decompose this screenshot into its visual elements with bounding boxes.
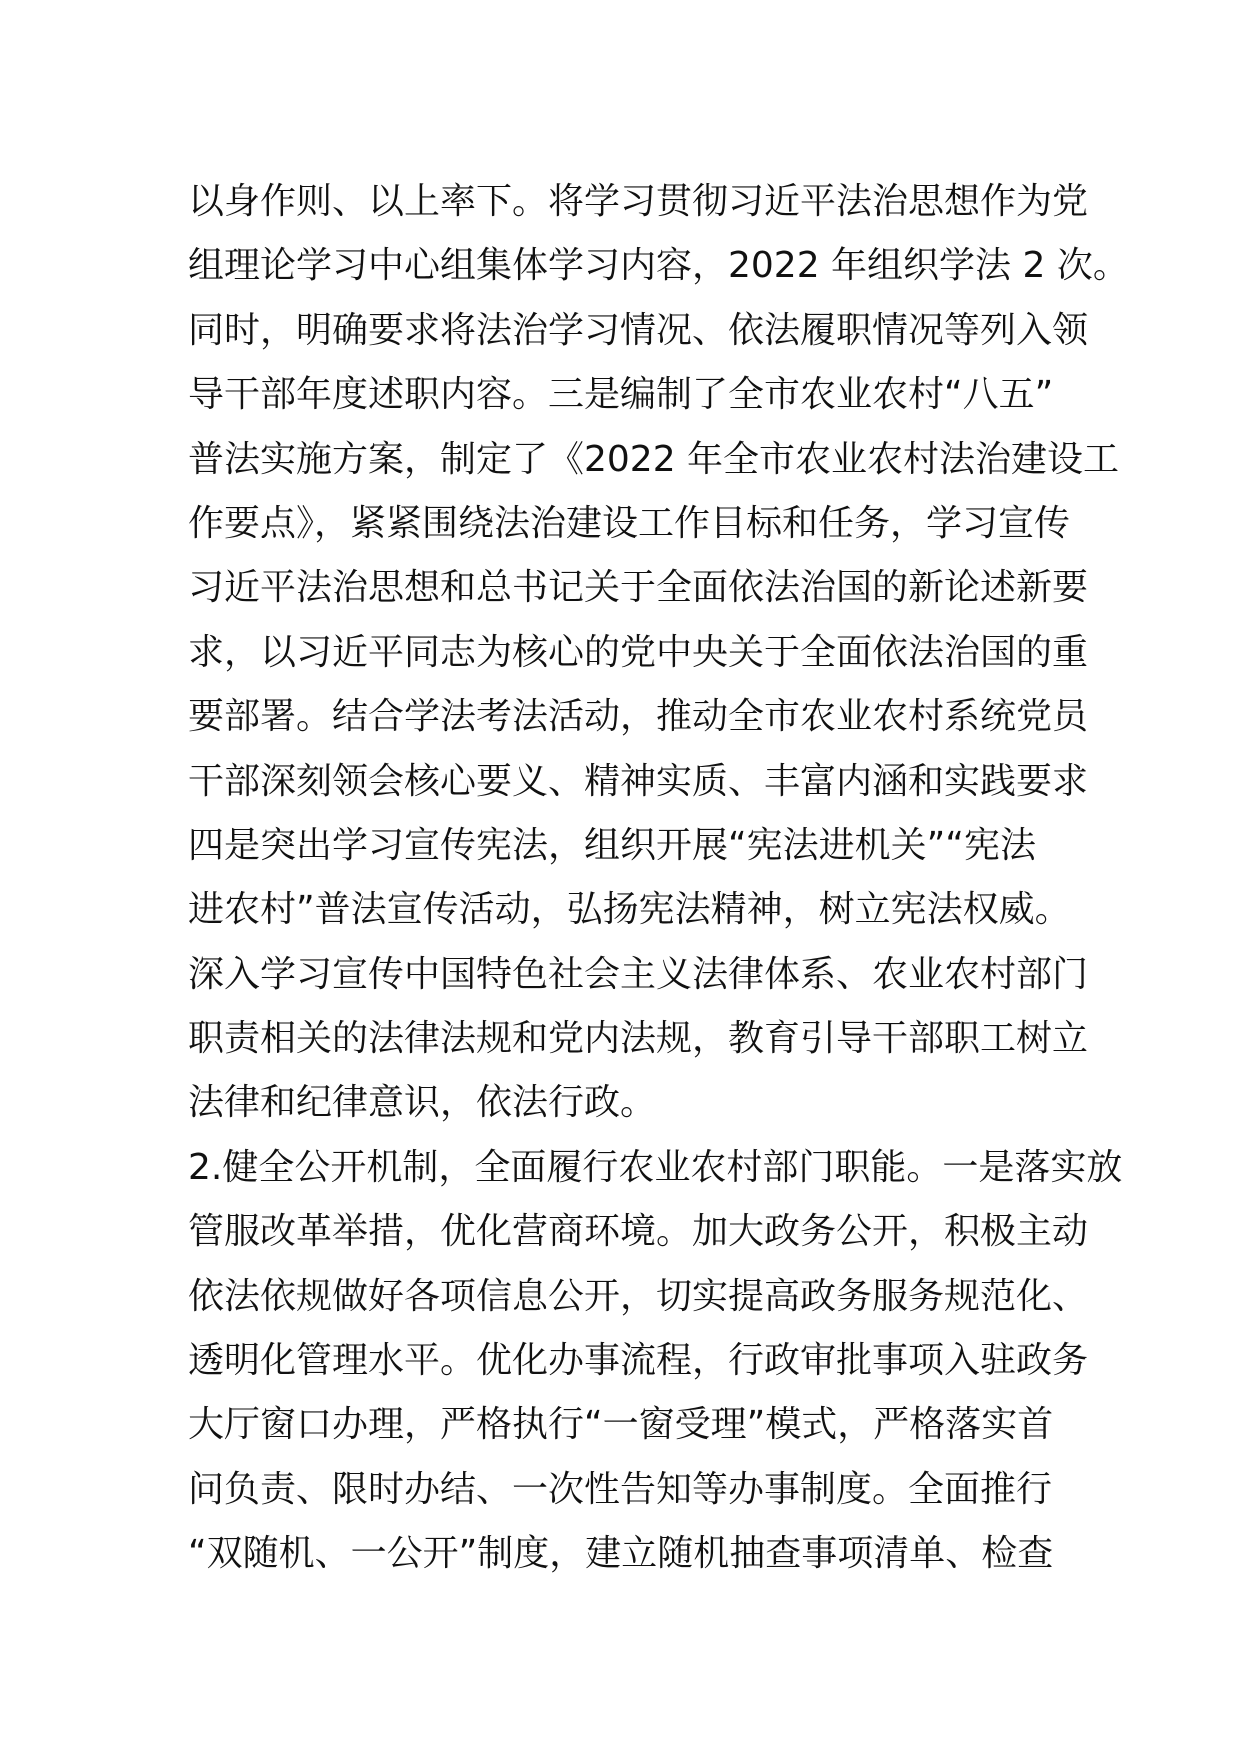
text-line: 组理论学习中心组集体学习内容，2022 年组织学法 2 次。	[188, 245, 1129, 287]
text-line: 管服改革举措，优化营商环境。加大政务公开，积极主动	[188, 1211, 1089, 1253]
text-line: 大厅窗口办理，严格执行“一窗受理”模式，严格落实首	[188, 1404, 1054, 1446]
text-line: 普法实施方案，制定了《2022 年全市农业农村法治建设工	[188, 438, 1120, 480]
text-line: 深入学习宣传中国特色社会主义法律体系、农业农村部门	[188, 953, 1089, 995]
text-line: 依法依规做好各项信息公开，切实提高政务服务规范化、	[188, 1275, 1089, 1317]
text-line: 进农村”普法宣传活动，弘扬宪法精神，树立宪法权威。	[188, 889, 1071, 931]
text-line: 以身作则、以上率下。将学习贯彻习近平法治思想作为党	[188, 181, 1089, 222]
text-line: 要部署。结合学法考法活动，推动全市农业农村系统党员	[188, 696, 1089, 738]
text-line: 四是突出学习宣传宪法，组织开展“宪法进机关”“宪法	[188, 824, 1036, 866]
text-line: 作要点》，紧紧围绕法治建设工作目标和任务，学习宣传	[188, 502, 1071, 544]
text-line: “双随机、一公开”制度，建立随机抽查事项清单、检查	[188, 1533, 1054, 1575]
text-line: 职责相关的法律法规和党内法规，教育引导干部职工树立	[188, 1018, 1089, 1060]
text-line: 求，以习近平同志为核心的党中央关于全面依法治国的重	[188, 631, 1089, 673]
text-line: 导干部年度述职内容。三是编制了全市农业农村“八五”	[188, 374, 1054, 416]
text-line: 问负责、限时办结、一次性告知等办事制度。全面推行	[188, 1468, 1053, 1510]
section-heading-line: 2.健全公开机制，全面履行农业农村部门职能。一是落实放	[188, 1146, 1123, 1188]
text-line: 同时，明确要求将法治学习情况、依法履职情况等列入领	[188, 309, 1089, 351]
text-line: 法律和纪律意识，依法行政。	[188, 1082, 657, 1124]
body-text	[188, 170, 1129, 1587]
text-line: 干部深刻领会核心要义、精神实质、丰富内涵和实践要求	[188, 760, 1089, 802]
text-line: 透明化管理水平。优化办事流程，行政审批事项入驻政务	[188, 1340, 1089, 1382]
text-line: 习近平法治思想和总书记关于全面依法治国的新论述新要	[188, 567, 1089, 609]
